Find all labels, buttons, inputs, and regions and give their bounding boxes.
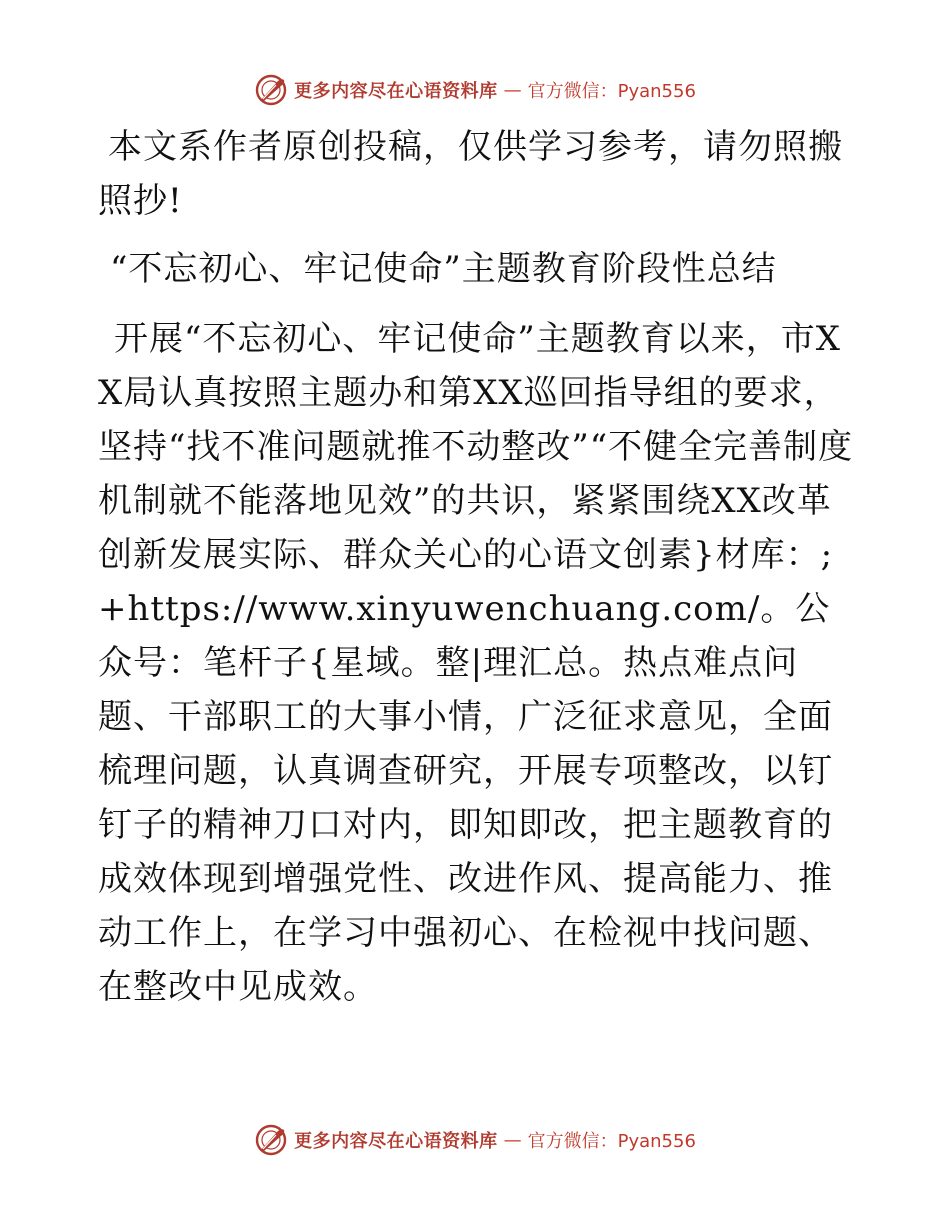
quill-logo-icon [254,73,288,107]
banner-dash: — [503,79,522,101]
banner-wechat-id: 官方微信：Pyan556 [527,1131,696,1152]
document-body [98,120,854,1014]
banner-title: 更多内容尽在心语资料库 [294,1131,498,1152]
header-banner [0,70,950,110]
disclaimer-paragraph: 本文系作者原创投稿，仅供学习参考，请勿照搬照抄! [98,127,843,221]
banner-dash: — [503,1129,522,1151]
banner-wechat-id: 官方微信：Pyan556 [527,81,696,102]
footer-banner [0,1120,950,1160]
quill-logo-icon [254,1123,288,1157]
banner-title: 更多内容尽在心语资料库 [294,81,498,102]
body-paragraph: 开展“不忘初心、牢记使命”主题教育以来，市XX局认真按照主题办和第XX巡回指导组的要求，坚持“找不准问题就推不动整改”“不健全完善制度机制就不能落地见效”的共识，紧紧围绕XX改革创新发展实际、群众关心的心语文创素}材库：;+https://www.xinyuwenchuang.com/。公众号：笔杆子{星域。整|理汇总。热点难点问题、干部职工的大事小情，广泛征求意见，全面梳理问题，认真调查研究，开展专项整改，以钉钉子的精神刀口对内，即知即改，把主题教育的成效体现到增强党性、改进作风、提高能力、推动工作上，在学习中强初心、在检视中找问题、在整改中见成效。 [98,319,854,1007]
document-title: “不忘初心、牢记使命”主题教育阶段性总结 [110,249,777,289]
